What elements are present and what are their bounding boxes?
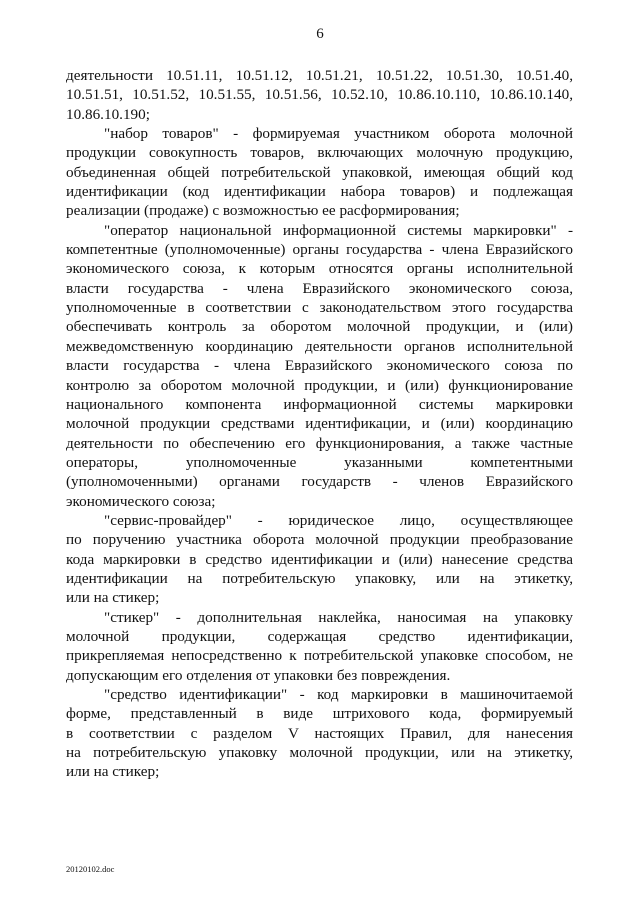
text-line: "набор товаров" - формируемая участником оборота молочной <box>104 125 573 143</box>
text-line: по поручению участника оборота молочной продукции преобразование <box>66 531 573 549</box>
text-line: операторы, уполномоченные указанными компетентными <box>66 453 573 471</box>
text-line: форме, представленный в виде штрихового кода, формируемый <box>66 705 573 723</box>
text-line: идентификации на потребительскую упаковку, или на этикетку, <box>66 569 573 587</box>
text-line: прикрепляемая непосредственно к потребительской упаковке способом, не <box>66 647 573 665</box>
text-line: национального компонента информационной системы маркировки <box>66 395 573 413</box>
text-line: продукции совокупность товаров, включающих молочную продукцию, <box>66 144 573 162</box>
text-line: экономического союза; <box>66 492 216 510</box>
text-line: идентификации (код идентификации набора товаров) и подлежащая <box>66 183 573 201</box>
paragraph <box>66 124 573 221</box>
text-line: межведомственную координацию деятельности органов исполнительной <box>66 337 573 355</box>
text-line: уполномоченные в соответствии с законодательством этого государства <box>66 299 573 317</box>
text-line: "стикер" - дополнительная наклейка, наносимая на упаковку <box>104 608 573 626</box>
text-line: молочной продукции средствами идентификации, и (или) координацию <box>66 415 573 433</box>
paragraph <box>66 221 573 511</box>
text-line: власти государства - члена Евразийского экономического союза по <box>66 357 573 375</box>
text-line: "сервис-провайдер" - юридическое лицо, осуществляющее <box>104 511 573 529</box>
text-line: в соответствии с разделом V настоящих Правил, для нанесения <box>66 724 573 742</box>
document-body <box>66 66 573 782</box>
text-line: на потребительскую упаковку молочной продукции, или на этикетку, <box>66 744 573 762</box>
text-line: 10.86.10.190; <box>66 105 150 123</box>
footer-filename: 20120102.doc <box>66 864 115 874</box>
text-line: или на стикер; <box>66 589 160 607</box>
text-line: обеспечивать контроль за оборотом молочной продукции, и (или) <box>66 318 573 336</box>
paragraph <box>66 608 573 685</box>
text-line: экономического союза, к которым относятся органы исполнительной <box>66 260 573 278</box>
text-line: реализации (продаже) с возможностью ее расформирования; <box>66 202 460 220</box>
text-line: власти государства - члена Евразийского экономического союза, <box>66 279 573 297</box>
text-line: молочной продукции, содержащая средство идентификации, <box>66 627 573 645</box>
text-line: кода маркировки в средство идентификации и (или) нанесение средства <box>66 550 573 568</box>
text-line: деятельности по обеспечению его функционирования, а также частные <box>66 434 573 452</box>
text-line: компетентные (уполномоченные) органы государства - члена Евразийского <box>66 241 573 259</box>
text-line: или на стикер; <box>66 763 160 781</box>
text-line: (уполномоченными) органами государств - членов Евразийского <box>66 473 573 491</box>
text-line: контролю за оборотом молочной продукции, и (или) функционирование <box>66 376 573 394</box>
text-line: 10.51.51, 10.51.52, 10.51.55, 10.51.56, 10.52.10, 10.86.10.110, 10.86.10.140, <box>66 86 573 104</box>
text-line: деятельности 10.51.11, 10.51.12, 10.51.21, 10.51.22, 10.51.30, 10.51.40, <box>66 67 573 84</box>
text-line: "оператор национальной информационной системы маркировки" - <box>104 221 573 239</box>
page-number: 6 <box>316 26 324 42</box>
text-line: объединенная общей потребительской упаковкой, имеющая общий код <box>66 163 573 181</box>
paragraph <box>66 511 573 608</box>
text-line: допускающим его отделения от упаковки без повреждения. <box>66 666 451 684</box>
text-line: "средство идентификации" - код маркировки в машиночитаемой <box>104 686 573 703</box>
paragraph <box>66 685 573 782</box>
paragraph <box>66 66 573 124</box>
